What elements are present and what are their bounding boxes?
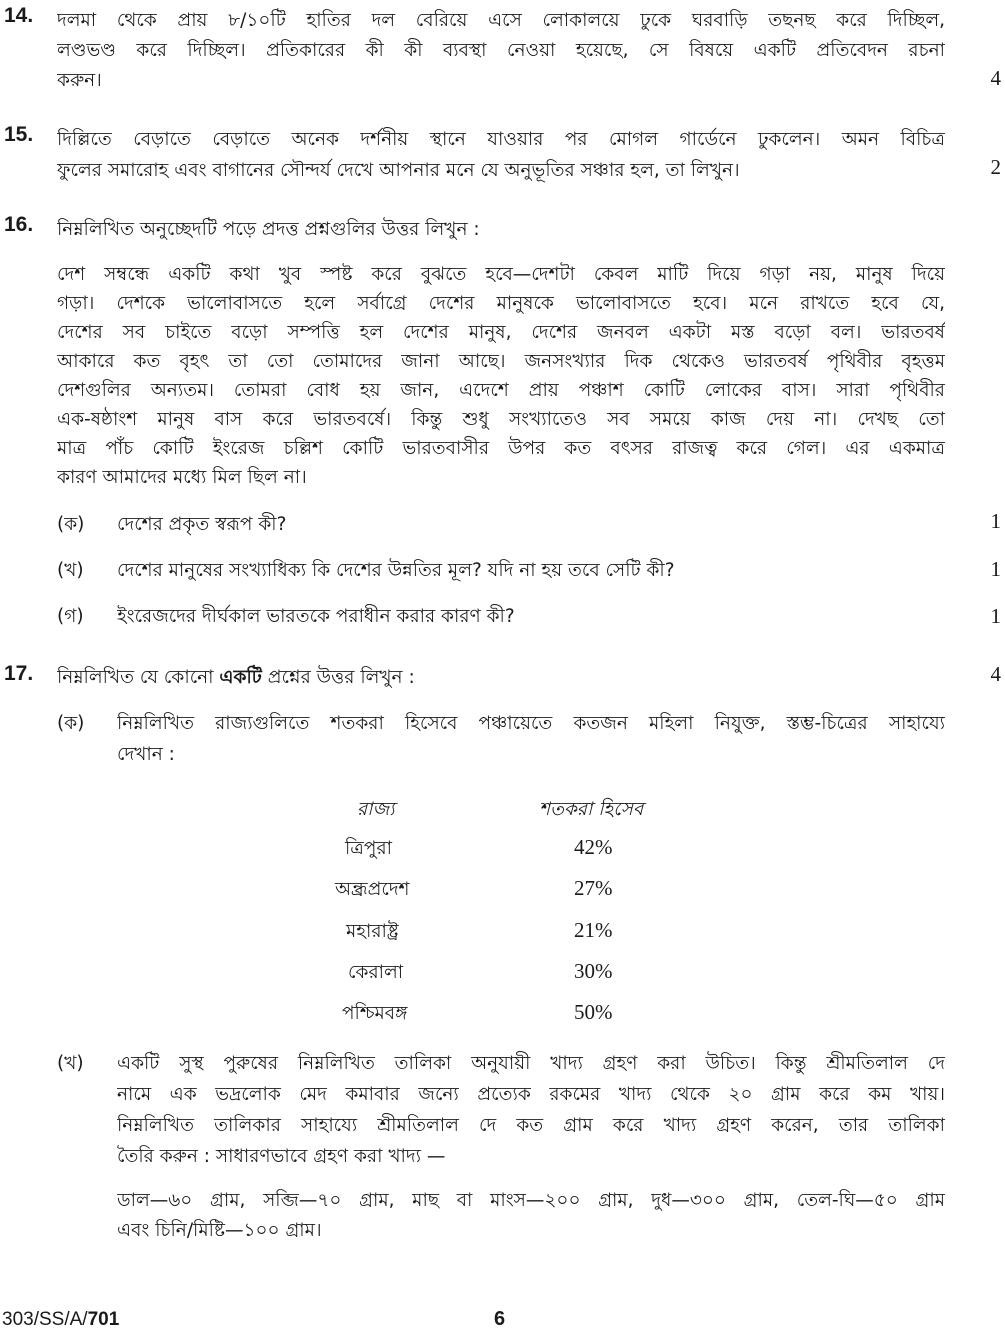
sub-question-label: (গ) [57, 606, 84, 627]
table-header-state: রাজ্য [357, 799, 395, 820]
marks: 1 [990, 557, 1001, 581]
marks: 1 [990, 604, 1001, 628]
passage-line: এক-ষষ্ঠাংশ মানুষ বাস করে ভারতবর্ষে। কিন্তু শুধু সংখ্যাতেও সব সময়ে কাজ দেয় না। দেখছ তো [57, 409, 945, 430]
passage-line: দেশের সব চাইতে বড়ো সম্পত্তি হল দেশের মানুষ, দেশের জনবল একটা মস্ত বড়ো বল। ভারতবর্ষ [57, 322, 945, 343]
sub-question-label: (খ) [57, 1053, 84, 1074]
marks: 4 [990, 662, 1001, 686]
question-number: 16. [4, 213, 34, 236]
sub-question-text: একটি সুস্থ পুরুষের নিম্নলিখিত তালিকা অনুযায়ী খাদ্য গ্রহণ করা উচিত। কিন্তু শ্রীমতিলাল দে [117, 1053, 945, 1074]
passage-line: গড়া। দেশকে ভালোবাসতে হলে সর্বাগ্রে দেশের মানুষকে ভালোবাসতে হবে। মনে রাখতে হবে যে, [57, 293, 945, 314]
passage-line: দেশ সম্বন্ধে একটি কথা খুব স্পষ্ট করে বুঝতে হবে—দেশটা কেবল মাটি দিয়ে গড়া নয়, মানুষ দিয়ে [57, 264, 945, 285]
sub-question-label: (ক) [57, 713, 85, 734]
sub-question-text: নামে এক ভদ্রলোক মেদ কমাবার জন্যে প্রত্যেক রকমের খাদ্য থেকে ২০ গ্রাম করে কম খায়। [117, 1084, 945, 1105]
sub-question-text: নিম্নলিখিত রাজ্যগুলিতে শতকরা হিসেবে পঞ্চায়েতে কতজন মহিলা নিযুক্ত, স্তম্ভ-চিত্রের সাহায্যে [117, 713, 945, 734]
paper-code [2, 1309, 119, 1331]
food-list-line: এবং চিনি/মিষ্টি—১০০ গ্রাম। [117, 1220, 322, 1241]
table-cell-state: অন্ধ্রপ্রদেশ [335, 879, 410, 900]
table-cell-state: ত্রিপুরা [345, 838, 392, 859]
intro-emphasis: একটি [219, 667, 262, 688]
question-text-line: লণ্ডভণ্ড করে দিচ্ছিল। প্রতিকারের কী কী ব্যবস্থা নেওয়া হয়েছে, সে বিষয়ে একটি প্রতিবেদন রচনা [57, 40, 945, 61]
table-cell-percent: 27% [574, 876, 613, 900]
sub-question-text: ইংরেজদের দীর্ঘকাল ভারতকে পরাধীন করার কারণ কী? [117, 606, 515, 627]
sub-question-text: দেশের মানুষের সংখ্যাধিক্য কি দেশের উন্নতির মূল? যদি না হয় তবে সেটি কী? [117, 560, 675, 581]
table-cell-percent: 30% [574, 959, 613, 983]
sub-question-label: (খ) [57, 560, 84, 581]
table-cell-percent: 21% [574, 918, 613, 942]
question-intro: নিম্নলিখিত অনুচ্ছেদটি পড়ে প্রদত্ত প্রশ্নগুলির উত্তর লিখুন : [57, 219, 480, 240]
sub-question-label: (ক) [57, 514, 85, 535]
sub-question-text: তৈরি করুন : সাধারণভাবে গ্রহণ করা খাদ্য — [117, 1146, 446, 1167]
passage-line: দেশগুলির অন্যতম। তোমরা বোধ হয় জান, এদেশে প্রায় পঞ্চাশ কোটি লোকের বাস। সারা পৃথিবীর [57, 380, 945, 401]
food-list-line: ডাল—৬০ গ্রাম, সব্জি—৭০ গ্রাম, মাছ বা মাংস—২০০ গ্রাম, দুধ—৩০০ গ্রাম, তেল-ঘি—৫০ গ্রাম [117, 1190, 945, 1211]
question-number: 15. [4, 123, 34, 146]
table-cell-state: মহারাষ্ট্র [346, 921, 399, 942]
intro-text: নিম্নলিখিত যে কোনো [57, 667, 220, 688]
sub-question-text: নিম্নলিখিত তালিকার সাহায্যে শ্রীমতিলাল দে কত গ্রাম করে খাদ্য গ্রহণ করেন, তার তালিকা [117, 1115, 945, 1136]
question-text-line: ফুলের সমারোহ এবং বাগানের সৌন্দর্য দেখে আপনার মনে যে অনুভূতির সঞ্চার হল, তা লিখুন। [57, 160, 740, 181]
sub-question-text: দেশের প্রকৃত স্বরূপ কী? [117, 514, 287, 535]
paper-code-number: 701 [87, 1309, 120, 1330]
table-cell-percent: 42% [574, 835, 613, 859]
table-cell-state: কেরালা [348, 962, 404, 983]
passage-line: কারণ আমাদের মধ্যে মিল ছিল না। [57, 467, 307, 488]
question-text-line: করুন। [57, 70, 102, 91]
intro-text: প্রশ্নের উত্তর লিখুন : [261, 667, 415, 688]
paper-code-prefix: 303/SS/A/ [2, 1309, 88, 1330]
sub-question-text: দেখান : [117, 744, 175, 765]
table-cell-state: পশ্চিমবঙ্গ [342, 1003, 408, 1024]
question-intro [57, 663, 945, 694]
question-number: 17. [4, 662, 34, 685]
table-header-percent: শতকরা হিসেব [539, 799, 644, 820]
passage-line: আকারে কত বৃহৎ তা তো তোমাদের জানা আছে। জনসংখ্যার দিক থেকেও ভারতবর্ষ পৃথিবীর বৃহত্তম [57, 351, 945, 372]
question-text-line: দলমা থেকে প্রায় ৮/১০টি হাতির দল বেরিয়ে এসে লোকালয়ে ঢুকে ঘরবাড়ি তছনছ করে দিচ্ছিল, [57, 10, 945, 31]
marks: 2 [990, 155, 1001, 179]
marks: 4 [990, 66, 1001, 90]
marks: 1 [990, 509, 1001, 533]
question-number: 14. [4, 4, 34, 27]
table-cell-percent: 50% [574, 1000, 613, 1024]
question-text-line: দিল্লিতে বেড়াতে বেড়াতে অনেক দর্শনীয় স্থানে যাওয়ার পর মোগল গার্ডেনে ঢুকলেন। অমন বিচিত্র [57, 129, 945, 150]
page-number: 6 [494, 1308, 506, 1330]
passage-line: মাত্র পাঁচ কোটি ইংরেজ চল্লিশ কোটি ভারতবাসীর উপর কত বৎসর রাজত্ব করে গেল। এর একমাত্র [57, 438, 945, 459]
